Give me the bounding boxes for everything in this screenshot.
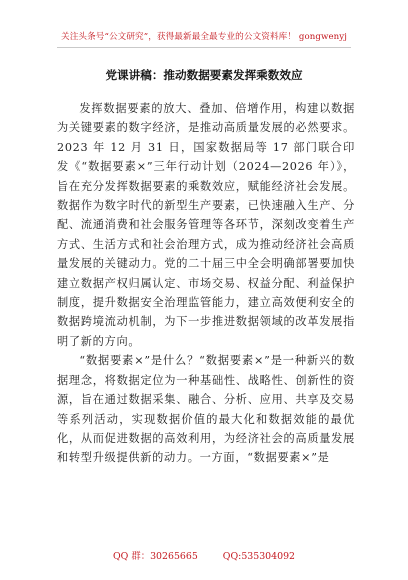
header-divider (57, 47, 351, 48)
header-promo-note: 关注头条号“公文研究”，获得最新最全最专业的公文资料库！ gongwenyj (61, 32, 347, 42)
footer-qq-group: QQ 群：30265665 (112, 551, 198, 562)
body-paragraph-2: “数据要素×”是什么？“数据要素×”是一种新兴的数据理念，将数据定位为一种基础性、战略性、创新性的资源，旨在通过数据采集、融合、分析、应用、共享及交易等系列活动，实现数据价值的最大化和数据效能的最优化，从而促进数据的高效利用，为经济社会的高质量发展和转型升级提供新的动力。一方面，“数据要素×”是 (57, 354, 355, 465)
footer-qq-number: QQ:535304092 (222, 551, 296, 562)
document-title: 党课讲稿：推动数据要素发挥乘数效应 (105, 68, 303, 82)
document-body (57, 99, 355, 468)
footer-contact (0, 548, 408, 562)
body-paragraph-1: 发挥数据要素的放大、叠加、倍增作用，构建以数据为关键要素的数字经济，是推动高质量发展的必然要求。2023 年 12 月 31 日，国家数据局等 17 部门联合印发《“数据要素×”三年行动计划（2024—2026 年）》，旨在充分发挥数据要素的乘数效应，赋能经济社会发展。数据作为数字时代的新型生产要素，已快速融入生产、分配、流通消费和社会服务管理等各环节，深刻改变着生产方式、生活方式和社会治理方式，成为推动经济社会高质量发展的关键动力。党的二十届三中全会明确部署要加快建立数据产权归属认定、市场交易、权益分配、利益保护制度，提升数据安全治理监管能力，建立高效便利安全的数据跨境流动机制，为下一步推进数据领域的改革发展指明了新的方向。 (57, 102, 355, 348)
